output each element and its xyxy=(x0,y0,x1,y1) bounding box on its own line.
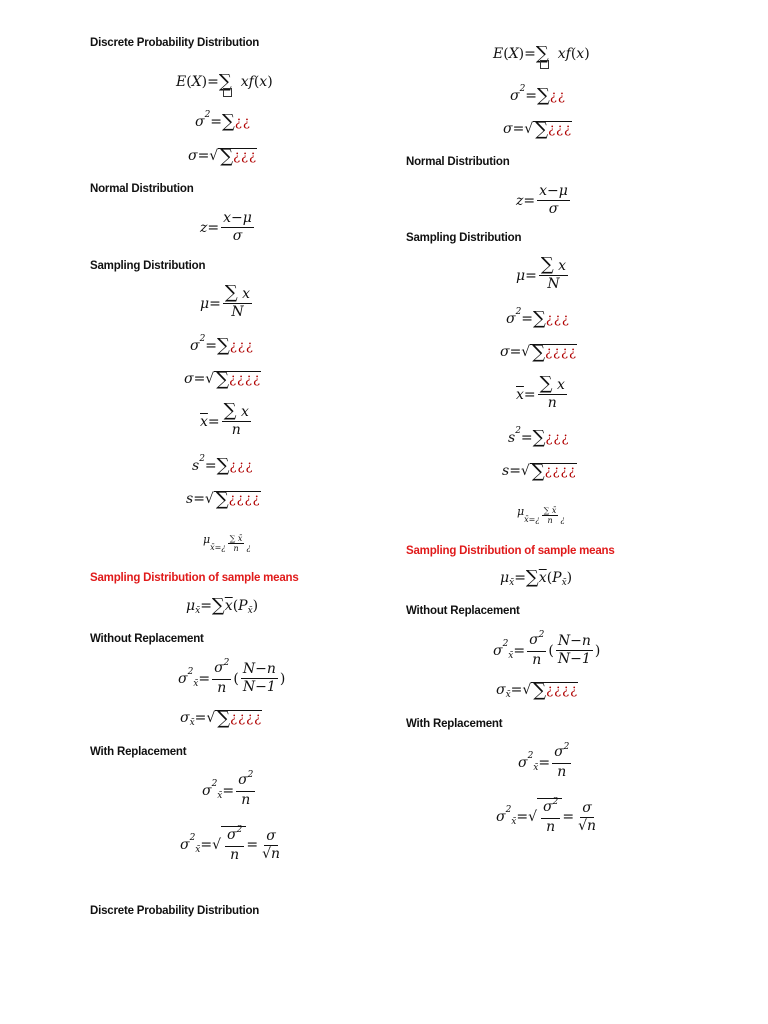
formula-variance-left: σ 2 = ∑ ¿¿ xyxy=(195,110,251,132)
formula-sample-mean-right: $\overline{x}$ = $\frac{\sum x}{n}$ xyxy=(516,373,565,411)
formula-population-std-left: σ = √ ∑ ¿¿¿¿ xyxy=(184,368,261,390)
formula-sample-variance-right: s 2 = ∑ ¿¿¿ xyxy=(508,426,570,448)
formula-z-score-left: z = $\frac{x-\mu}{\sigma}$ xyxy=(200,210,252,244)
formula-std-with-replacement-left: σ 2 x̄ = √ $\frac{\sigma^2}{n}$ = $\frac{\sigma}{√n}$ xyxy=(180,825,280,863)
formula-std-with-replacement-right: σ 2 x̄ = √ $\frac{\sigma^2}{n}$ = $\frac{\sigma}{√n}$ xyxy=(496,797,596,835)
formula-mean-of-means-right: μ x̄=¿ $\frac{\sum x̄}{n}$ ¿ xyxy=(517,505,565,525)
formula-sample-std-right: s = √ ∑ ¿¿¿¿ xyxy=(502,460,577,482)
formula-z-score-right: z = $\frac{x-\mu}{\sigma}$ xyxy=(516,183,568,217)
formula-population-variance-left: σ 2 = ∑ ¿¿¿ xyxy=(190,334,254,356)
formula-population-variance-right: σ 2 = ∑ ¿¿¿ xyxy=(506,307,570,329)
formula-sample-std-left: s = √ ∑ ¿¿¿¿ xyxy=(186,488,261,510)
formula-std-without-replacement-right: σ x̄ = √ ∑ ¿¿¿¿ xyxy=(496,679,579,701)
formula-mean-xbar-right: μ x̄ = ∑ $\overline{x}$ ( P x̄ ) xyxy=(500,567,573,588)
formula-variance-right: σ 2 = ∑ ¿¿ xyxy=(510,84,566,106)
formula-variance-with-replacement-left: σ 2 x̄ = $\frac{\sigma^2}{n}$ xyxy=(202,770,254,808)
heading-without-replacement-right: Without Replacement xyxy=(406,605,520,617)
formula-population-mean-right: μ = $\frac{\sum x}{N}$ xyxy=(516,254,567,292)
formula-variance-with-replacement-right: σ 2 x̄ = $\frac{\sigma^2}{n}$ xyxy=(518,742,570,780)
formula-sample-variance-left: s 2 = ∑ ¿¿¿ xyxy=(192,454,254,476)
formula-sample-mean-left: $\overline{x}$ = $\frac{\sum x}{n}$ xyxy=(200,400,249,438)
heading-discrete-bottom: Discrete Probability Distribution xyxy=(90,905,260,917)
heading-sampling-means-left: Sampling Distribution of sample means xyxy=(90,572,299,584)
heading-normal-right: Normal Distribution xyxy=(406,156,510,168)
formula-expected-value-right: E ( X )= ∑ xf ( x ) xyxy=(493,46,590,62)
formula-std-dev-right: σ = √ ∑ ¿¿¿ xyxy=(503,118,572,140)
formula-std-without-replacement-left: σ x̄ = √ ∑ ¿¿¿¿ xyxy=(180,707,263,729)
heading-sampling-means-right: Sampling Distribution of sample means xyxy=(406,545,615,557)
formula-population-mean-left: μ = $\frac{\sum x}{N}$ xyxy=(200,282,251,320)
formula-mean-xbar-left: μ x̄ = ∑ $\overline{x}$ ( P x̄ ) xyxy=(186,595,259,616)
formula-expected-value-left: E ( X )= ∑ xf ( x ) xyxy=(176,74,273,90)
formula-variance-without-replacement-left: σ 2 x̄ = $\frac{\sigma^2}{n}$ ( $\frac{N-n}{N-1}$ ) xyxy=(178,658,286,696)
heading-sampling-left: Sampling Distribution xyxy=(90,260,206,272)
formula-std-dev-left: σ = √ ∑ ¿¿¿ xyxy=(188,145,257,167)
heading-sampling-right: Sampling Distribution xyxy=(406,232,522,244)
heading-without-replacement-left: Without Replacement xyxy=(90,633,204,645)
heading-with-replacement-right: With Replacement xyxy=(406,718,503,730)
formula-mean-of-means-left: μ x̄=¿ $\frac{\sum x̄}{n}$ ¿ xyxy=(203,533,251,553)
formula-population-std-right: σ = √ ∑ ¿¿¿¿ xyxy=(500,341,577,363)
heading-discrete-left: Discrete Probability Distribution xyxy=(90,37,260,49)
heading-normal-left: Normal Distribution xyxy=(90,183,194,195)
heading-with-replacement-left: With Replacement xyxy=(90,746,187,758)
formula-variance-without-replacement-right: σ 2 x̄ = $\frac{\sigma^2}{n}$ ( $\frac{N-n}{N-1}$ ) xyxy=(493,630,601,668)
